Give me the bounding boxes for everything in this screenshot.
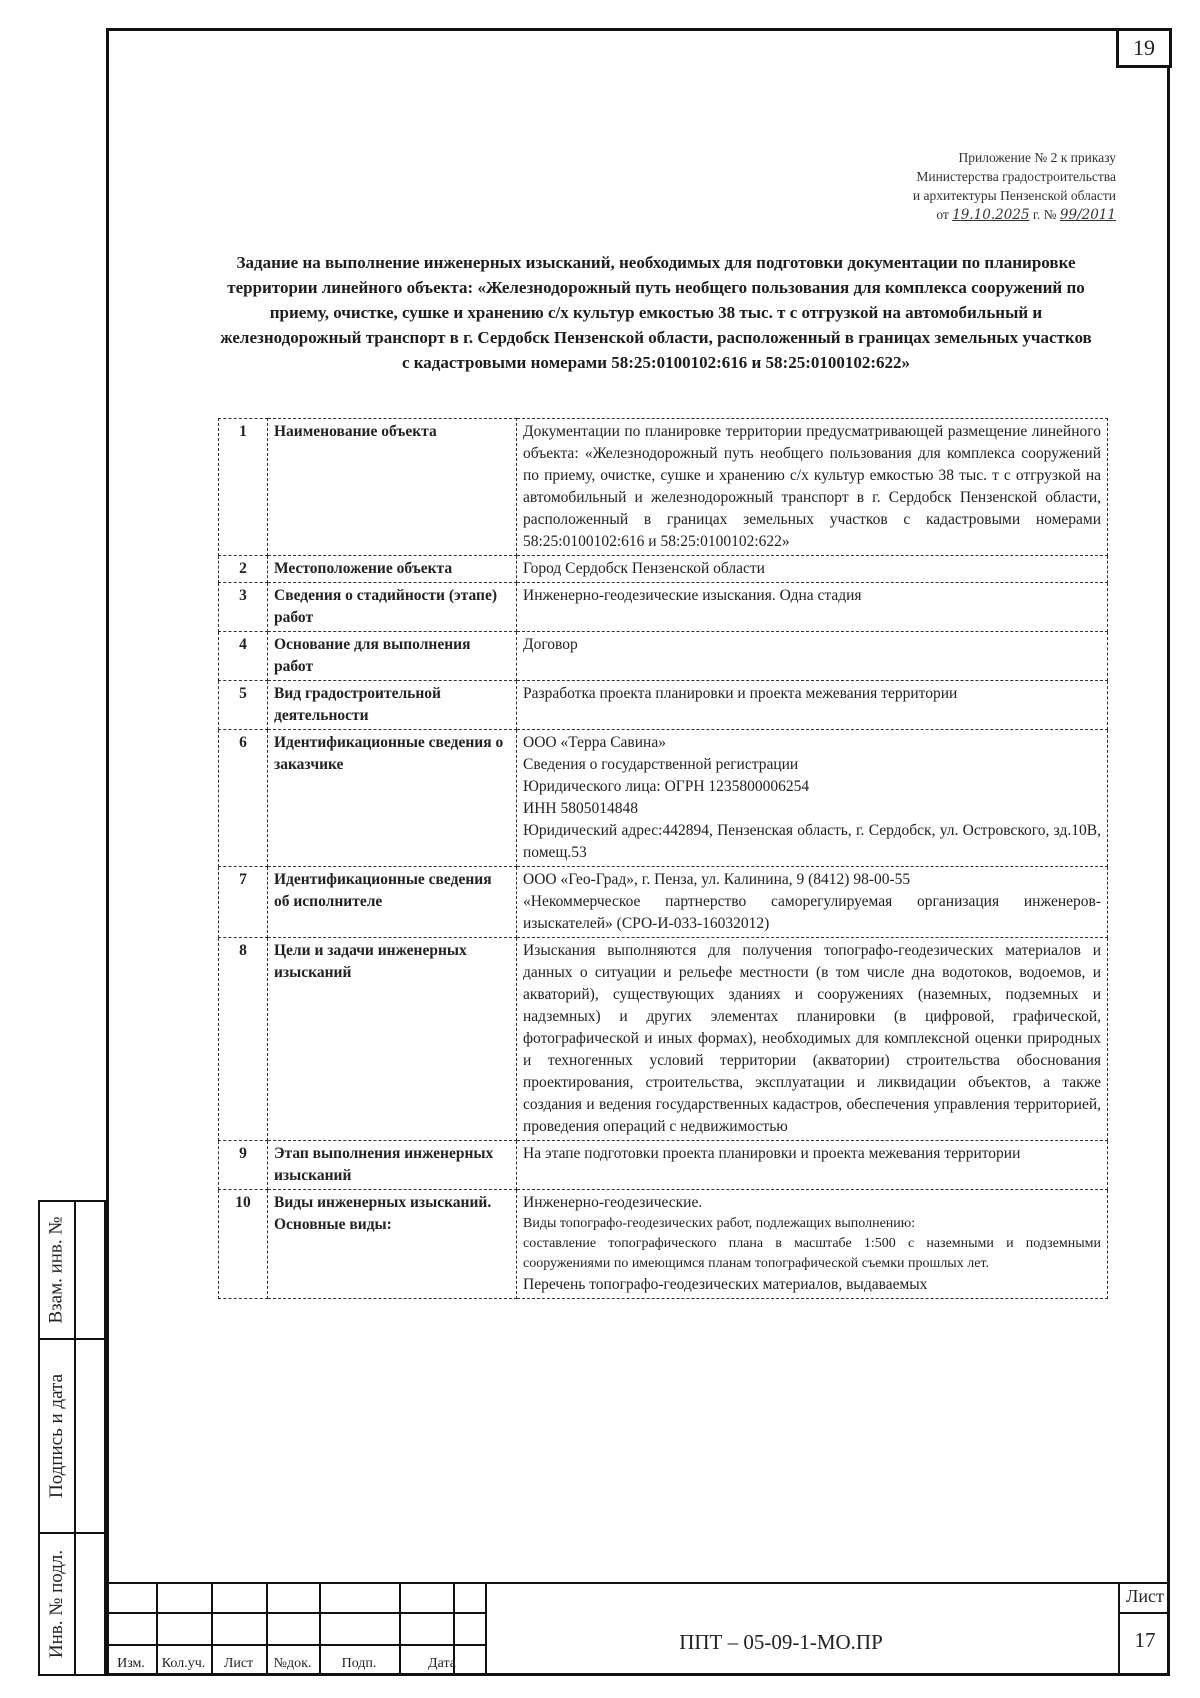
document-title: Задание на выполнение инженерных изысканий, необходимых для подготовки документации по планировке территории линейного объекта: «Железнодорожный путь необщего пользования для комплекса сооружений по приему, очистке, сушке и хранению с/х культур емкостью 38 тыс. т с отгрузкой на автомобильный и железнодорожный транспорт в г. Сердобск Пензенской области, расположенный в границах земельных участков с кадастровыми номерами 58:25:0100102:616 и 58:25:0100102:622» [220, 253, 1092, 372]
stamp-col-sheet: Лист [223, 1656, 254, 1671]
table-row: 10 Виды инженерных изысканий. Основные виды: Инженерно-геодезические. Виды топографо-геодезических работ, подлежащих выполнению: составление топографического плана в масштабе 1:500 с наземными и подземными сооружениями по имеющимся планам топографической съемки прошлых лет. Перечень топографо-геодезических материалов, выдаваемых [219, 1190, 1108, 1299]
approval-block [913, 148, 1116, 225]
side-label-signature: Подпись и дата [46, 1373, 67, 1499]
approval-line-2: Министерства градостроительства [916, 169, 1116, 184]
side-label-inventory: Инв. № подл. [46, 1549, 68, 1659]
sheet-label: Лист [1126, 1586, 1164, 1606]
stamp-col-signature: Подп. [341, 1656, 377, 1671]
page-number-top: 19 [1116, 28, 1172, 68]
document-code: ППТ – 05-09-1-МО.ПР [679, 1630, 883, 1654]
approval-number-value: 99/2011 [1059, 207, 1116, 223]
stamp-col-count: Кол.уч. [161, 1656, 206, 1671]
title-block [106, 1582, 1170, 1676]
stamp-col-change: Изм. [117, 1656, 145, 1671]
table-row: 1 Наименование объекта Документации по планировке территории предусматривающей размещение линейного объекта: «Железнодорожный путь необщего пользования для комплекса сооружений по приему, очистке, сушке и хранению с/х культур емкостью 38 тыс. т с отгрузкой на автомобильный и железнодорожный транспорт в г. Сердобск Пензенской области, расположенный в границах земельных участков с кадастровыми номерами 58:25:0100102:616 и 58:25:0100102:622» [219, 419, 1108, 556]
assignment-table [218, 418, 1108, 1299]
approval-date-value: 19.10.2025 [952, 207, 1030, 223]
approval-line-1: Приложение № 2 к приказу [958, 150, 1116, 165]
stamp-col-docnum: №док. [273, 1656, 312, 1671]
side-field-inventory [38, 1532, 106, 1676]
table-row: 6 Идентификационные сведения о заказчике ООО «Терра Савина» Сведения о государственной регистрации Юридического лица: ОГРН 1235800006254 ИНН 5805014848 Юридический адрес:442894, Пензенская область, г. Сердобск, ул. Островского, зд.10В, помещ.53 [219, 730, 1108, 867]
side-field-replacement [38, 1200, 106, 1340]
table-row: 4 Основание для выполнения работ Договор [219, 632, 1108, 681]
approval-line-3: и архитектуры Пензенской области [912, 188, 1116, 203]
table-row: 3 Сведения о стадийности (этапе) работ Инженерно-геодезические изыскания. Одна стадия [219, 583, 1108, 632]
table-row: 5 Вид градостроительной деятельности Разработка проекта планировки и проекта межевания территории [219, 681, 1108, 730]
table-row: 8 Цели и задачи инженерных изысканий Изыскания выполняются для получения топографо-геодезических материалов и данных о ситуации и рельефе местности (в том числе дна водотоков, водоемов, и акваторий), существующих зданиях и сооружениях (наземных, подземных и надземных) и других элементах планировки (в цифровой, графической, фотографической и иных формах), необходимых для комплексной оценки природных и техногенных условий территории (акватории) строительства обоснования проектирования, строительства, эксплуатации и ликвидации объектов, а также создания и ведения государственных кадастров, обеспечения управления территорией, проведения операций с недвижимостью [219, 938, 1108, 1141]
side-field-signature [38, 1338, 106, 1534]
sheet-number: 17 [1134, 1628, 1156, 1652]
table-row: 7 Идентификационные сведения об исполнителе ООО «Гео-Град», г. Пенза, ул. Калинина, 9 (8412) 98-00-55 «Некоммерческое партнерство саморегулируемая организация инженеров-изыскателей» (СРО-И-033-16032012) [219, 867, 1108, 938]
table-row: 9 Этап выполнения инженерных изысканий На этапе подготовки проекта планировки и проекта межевания территории [219, 1141, 1108, 1190]
table-row: 2 Местоположение объекта Город Сердобск Пензенской области [219, 556, 1108, 583]
stamp-col-date: Дата [428, 1656, 456, 1671]
side-label-replacement: Взам. инв. № [46, 1216, 68, 1324]
approval-date-line: от 19.10.2025 г. № 99/2011 [936, 207, 1116, 223]
